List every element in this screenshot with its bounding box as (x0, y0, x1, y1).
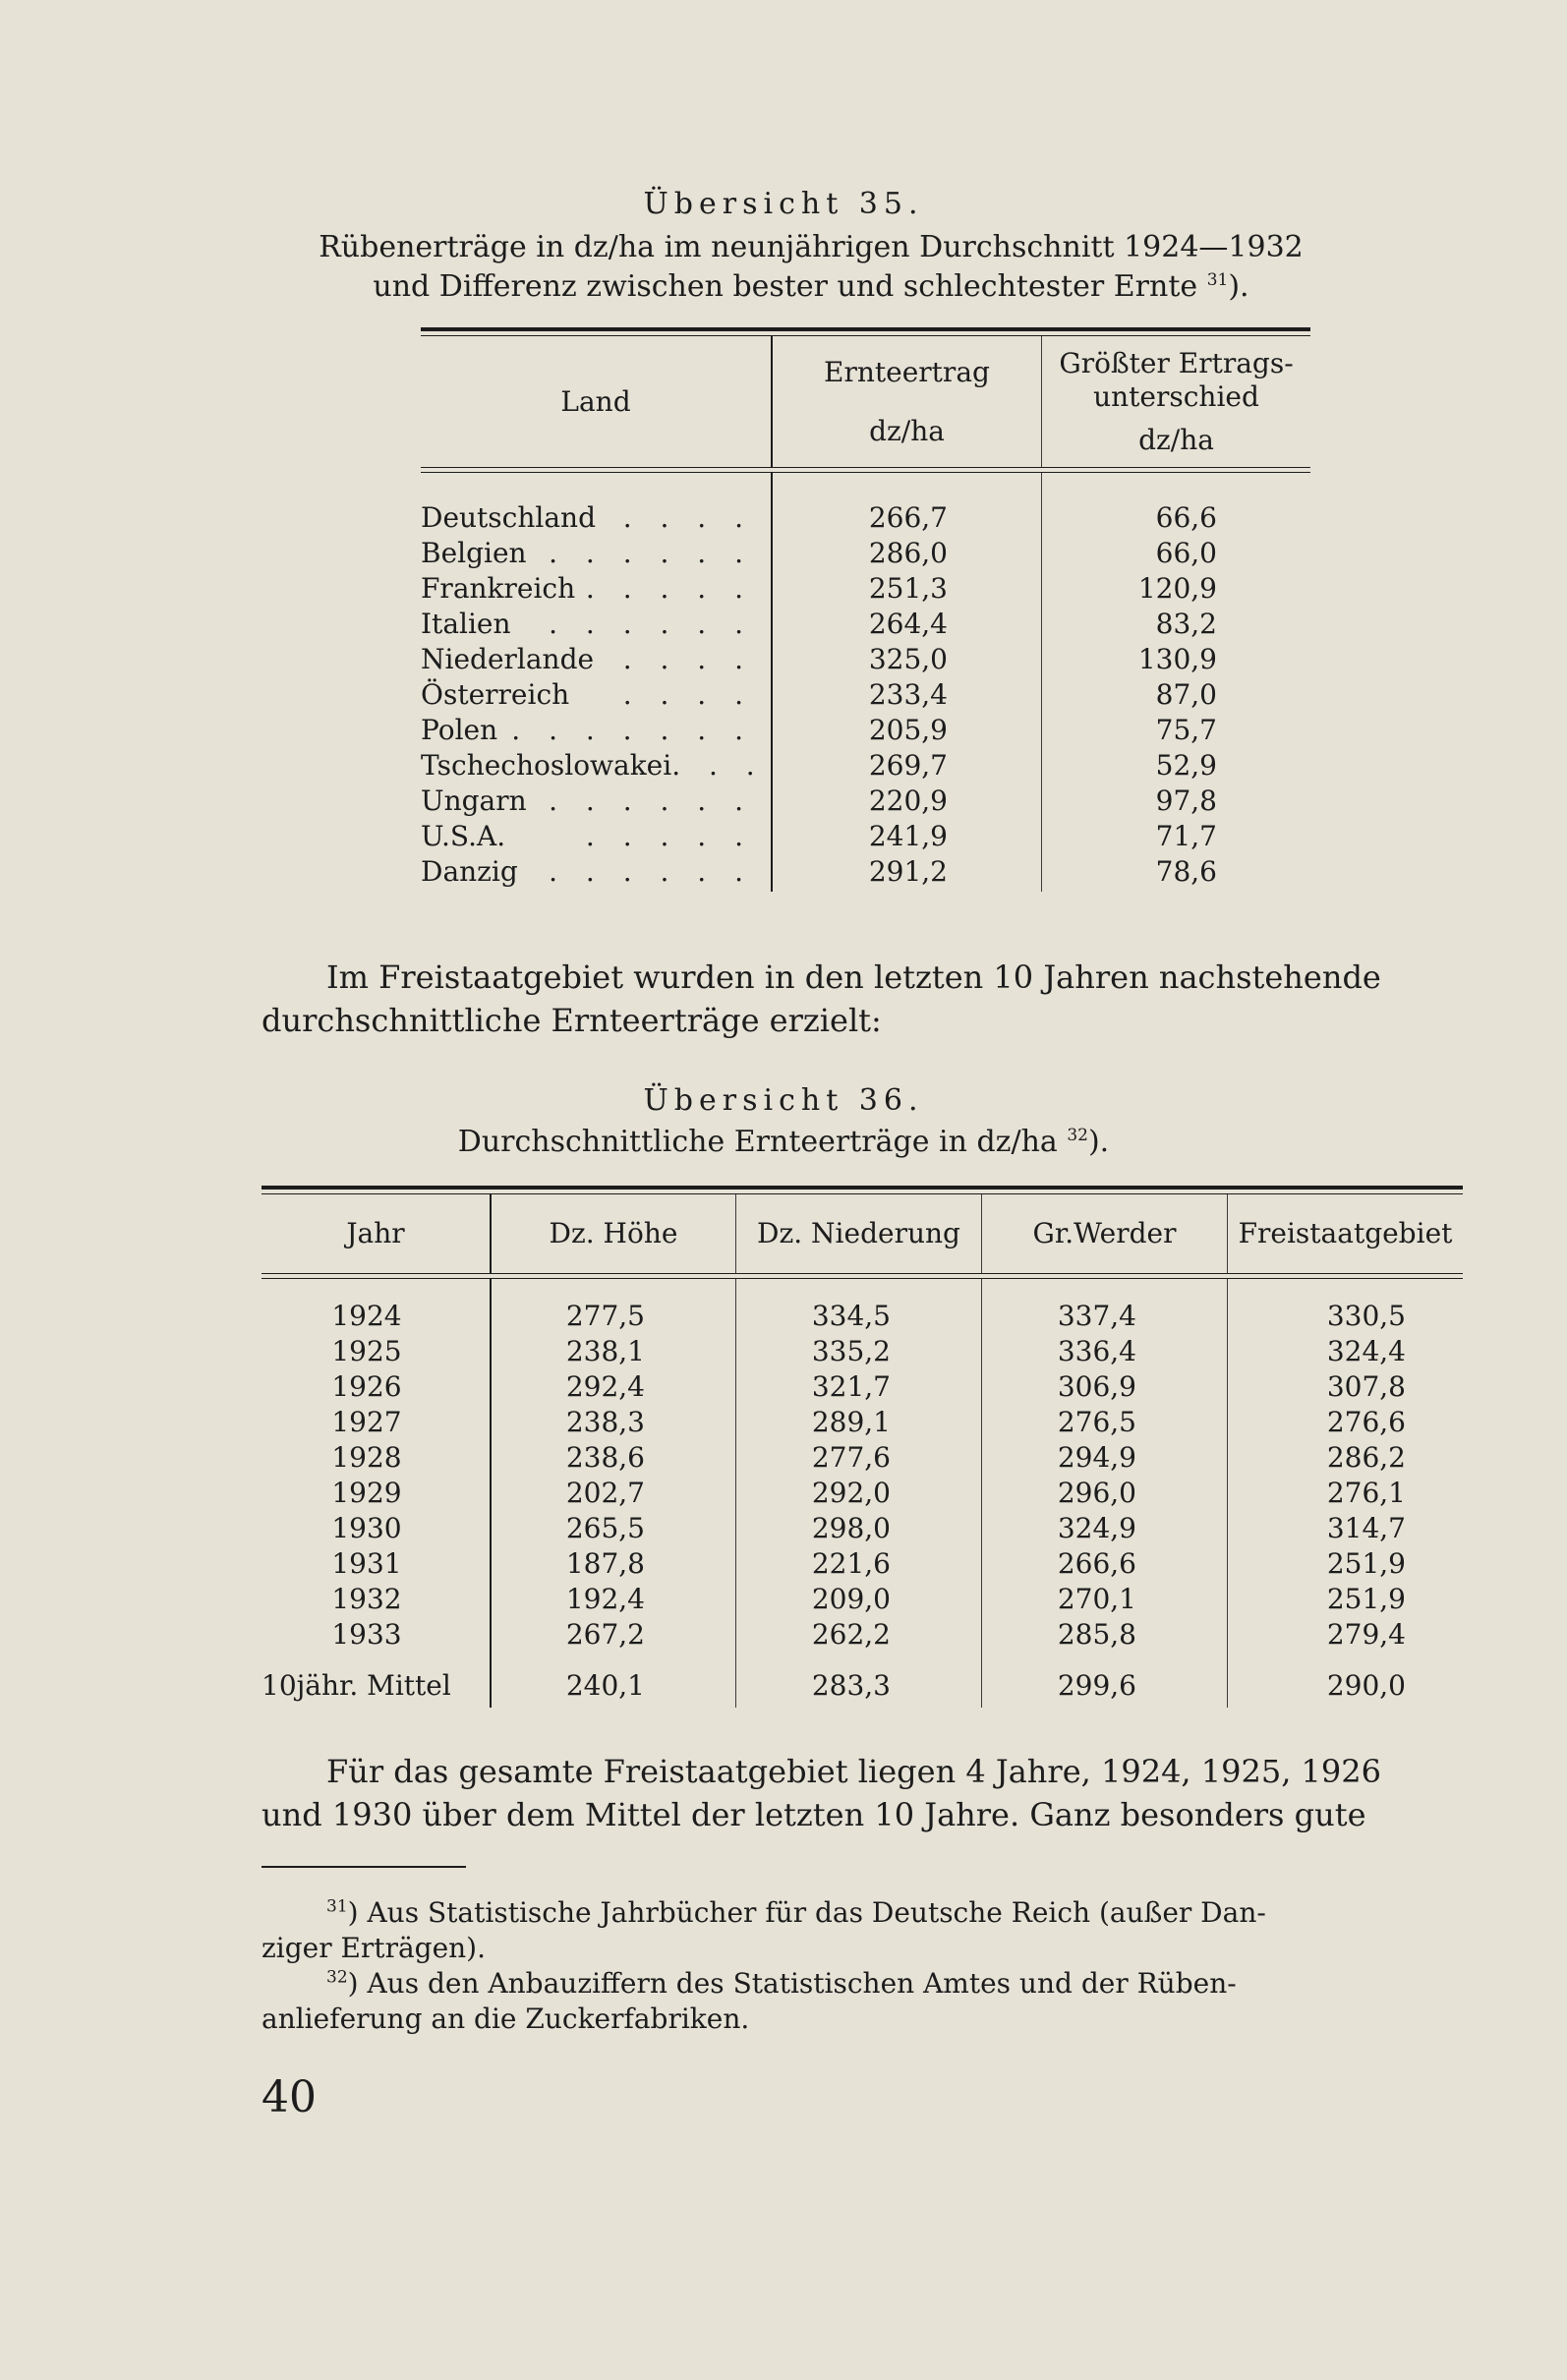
country-name: Frankreich (421, 572, 576, 605)
country-name: Niederlande (421, 643, 595, 675)
cell-unterschied: 52,9 (1155, 749, 1217, 782)
country-name: Belgien (421, 537, 527, 569)
footnote-text: ) Aus den Anbauziffern des Statistischen Amtes und der Rüben- (347, 1967, 1237, 2000)
cell-ernteertrag: 241,9 (868, 820, 948, 852)
table-row-land (421, 819, 771, 854)
paragraph-summary-line2: und 1930 über dem Mittel der letzten 10 Jahre. Ganz besonders gute (261, 1796, 1366, 1833)
paragraph-intro (261, 956, 1463, 1042)
country-name: Polen (421, 714, 498, 746)
country-name: Italien (421, 608, 511, 640)
cell-hoehe: 192,4 (565, 1583, 645, 1615)
cell-niederung: 262,2 (811, 1618, 891, 1651)
cell-mean-hoehe: 240,1 (565, 1669, 645, 1702)
table-top-rule (421, 327, 1310, 331)
cell-freistaat: 330,5 (1326, 1300, 1406, 1332)
table36-subtitle (0, 1125, 1567, 1159)
header-dz-hoehe-label: Dz. Höhe (549, 1217, 678, 1249)
cell-niederung: 334,5 (811, 1300, 891, 1332)
column-ernteertrag (771, 473, 1041, 892)
cell-jahr: 1927 (331, 1406, 402, 1438)
table36-header (261, 1194, 1463, 1273)
header-land-label: Land (560, 384, 631, 418)
header-freistaatgebiet-label: Freistaatgebiet (1238, 1217, 1453, 1249)
cell-niederung: 292,0 (811, 1477, 891, 1509)
cell-hoehe: 238,6 (565, 1441, 645, 1474)
cell-jahr: 1926 (331, 1370, 402, 1403)
table-row-land (421, 536, 771, 571)
header-jahr-label: Jahr (346, 1217, 405, 1249)
table-top-rule (261, 1186, 1463, 1190)
cell-niederung: 277,6 (811, 1441, 891, 1474)
cell-ernteertrag: 266,7 (868, 501, 948, 534)
header-ernteertrag-unit: dz/ha (869, 414, 945, 447)
column-dz-niederung (735, 1279, 981, 1708)
leader-dots: . . . . . (585, 572, 753, 605)
cell-ernteertrag: 291,2 (868, 855, 948, 888)
cell-niederung: 298,0 (811, 1512, 891, 1544)
footnote-31 (261, 1895, 1463, 1931)
table-row-land (421, 748, 771, 784)
cell-werder: 337,4 (1057, 1300, 1136, 1332)
cell-jahr: 1924 (331, 1300, 402, 1332)
cell-ernteertrag: 205,9 (868, 714, 948, 746)
leader-dots: . . . . . (585, 820, 753, 852)
column-freistaatgebiet (1227, 1279, 1463, 1708)
country-name: Tschechoslowakei (421, 749, 672, 782)
page-number: 40 (261, 2072, 317, 2122)
country-name: Danzig (421, 855, 518, 888)
table36-title: Übersicht 36. (643, 1083, 924, 1118)
subtitle-end: ). (1087, 1125, 1110, 1159)
cell-jahr: 1925 (331, 1335, 402, 1367)
cell-jahr: 1929 (331, 1477, 402, 1509)
cell-jahr: 1931 (331, 1547, 402, 1580)
country-name: U.S.A. (421, 820, 506, 852)
cell-mean-werder: 299,6 (1057, 1669, 1136, 1702)
cell-unterschied: 120,9 (1137, 572, 1217, 605)
footnote-text: ) Aus Statistische Jahrbücher für das Deutsche Reich (außer Dan- (347, 1896, 1266, 1929)
cell-unterschied: 130,9 (1137, 643, 1217, 675)
paragraph-summary-line1: Für das gesamte Freistaatgebiet liegen 4 Jahre, 1924, 1925, 1926 (326, 1753, 1381, 1790)
cell-unterschied: 66,6 (1155, 501, 1217, 534)
column-gr-werder (981, 1279, 1227, 1708)
header-rule (261, 1273, 1463, 1274)
cell-jahr: 1930 (331, 1512, 402, 1544)
table-row-land (421, 677, 771, 713)
column-dz-hoehe (490, 1279, 735, 1708)
cell-jahr: 1933 (331, 1618, 402, 1651)
paragraph-intro-line1: Im Freistaatgebiet wurden in den letzten 10 Jahren nachstehende (326, 958, 1381, 996)
header-unterschied-label2: unterschied (1093, 379, 1259, 413)
cell-unterschied: 75,7 (1155, 714, 1217, 746)
cell-niederung: 209,0 (811, 1583, 891, 1615)
cell-werder: 294,9 (1057, 1441, 1136, 1474)
header-dz-niederung-label: Dz. Niederung (757, 1217, 960, 1249)
subtitle-end: ). (1228, 269, 1249, 304)
leader-dots: . . . . . . . (511, 714, 753, 746)
footnote-32 (261, 1966, 1463, 2002)
cell-niederung: 335,2 (811, 1335, 891, 1367)
table35-title: Übersicht 35. (643, 187, 924, 221)
footnote-32-cont: anlieferung an die Zuckerfabriken. (261, 2003, 750, 2035)
column-unterschied (1041, 473, 1310, 892)
table-row-land (421, 784, 771, 819)
cell-ernteertrag: 325,0 (868, 643, 948, 675)
table36-body (261, 1279, 1463, 1708)
table36 (261, 1186, 1463, 1708)
paragraph-intro-line2: durchschnittliche Ernteerträge erzielt: (261, 1002, 882, 1039)
column-jahr (261, 1279, 490, 1708)
header-dz-hoehe (490, 1194, 735, 1273)
cell-hoehe: 238,1 (565, 1335, 645, 1367)
cell-mean-jahr: 10jähr. Mittel (261, 1669, 451, 1702)
table35-subtitle (246, 228, 1376, 307)
subtitle-text: Durchschnittliche Ernteerträge in dz/ha (457, 1125, 1058, 1159)
footnote-mark: 31 (326, 1896, 348, 1917)
cell-werder: 285,8 (1057, 1618, 1136, 1651)
header-ernteertrag (771, 336, 1041, 467)
header-gr-werder-label: Gr.Werder (1032, 1217, 1177, 1249)
cell-hoehe: 292,4 (565, 1370, 645, 1403)
cell-hoehe: 187,8 (565, 1547, 645, 1580)
cell-ernteertrag: 269,7 (868, 749, 948, 782)
cell-unterschied: 78,6 (1155, 855, 1217, 888)
cell-werder: 276,5 (1057, 1406, 1136, 1438)
leader-dots: . . . (671, 749, 765, 782)
cell-niederung: 221,6 (811, 1547, 891, 1580)
country-name: Österreich (421, 678, 570, 711)
table35-body (421, 473, 1310, 892)
cell-ernteertrag: 251,3 (868, 572, 948, 605)
cell-unterschied: 87,0 (1155, 678, 1217, 711)
footnotes (261, 1895, 1463, 2037)
cell-mean-niederung: 283,3 (811, 1669, 891, 1702)
cell-ernteertrag: 286,0 (868, 537, 948, 569)
cell-freistaat: 307,8 (1326, 1370, 1406, 1403)
leader-dots: . . . . . . (549, 855, 753, 888)
cell-freistaat: 276,1 (1326, 1477, 1406, 1509)
table35-header (421, 336, 1310, 467)
cell-unterschied: 83,2 (1155, 608, 1217, 640)
leader-dots: . . . . . . (549, 608, 753, 640)
leader-dots: . . . . (622, 643, 753, 675)
footnote-ref-32[interactable]: 32 (1067, 1126, 1088, 1145)
table35 (421, 327, 1310, 892)
cell-freistaat: 286,2 (1326, 1441, 1406, 1474)
header-freistaatgebiet (1227, 1194, 1463, 1273)
cell-freistaat: 276,6 (1326, 1406, 1406, 1438)
cell-hoehe: 202,7 (565, 1477, 645, 1509)
header-rule (421, 467, 1310, 468)
footnote-separator (261, 1866, 466, 1868)
table-row-land (421, 854, 771, 890)
cell-jahr: 1932 (331, 1583, 402, 1615)
cell-ernteertrag: 220,9 (868, 784, 948, 817)
cell-werder: 336,4 (1057, 1335, 1136, 1367)
footnote-31-cont: ziger Erträgen). (261, 1932, 486, 1964)
cell-hoehe: 277,5 (565, 1300, 645, 1332)
cell-mean-freistaat: 290,0 (1326, 1669, 1406, 1702)
table-row-land (421, 571, 771, 607)
subtitle-text: und Differenz zwischen bester und schlechtester Ernte (373, 269, 1198, 304)
cell-hoehe: 265,5 (565, 1512, 645, 1544)
country-name: Ungarn (421, 784, 527, 817)
cell-werder: 306,9 (1057, 1370, 1136, 1403)
leader-dots: . . . . . . (549, 784, 753, 817)
table35-subtitle-line1: Rübenerträge in dz/ha im neunjährigen Durchschnitt 1924—1932 (319, 230, 1304, 264)
leader-dots: . . . . . . (549, 537, 753, 569)
header-land (421, 336, 771, 467)
header-unterschied-label1: Größter Ertrags- (1059, 346, 1294, 379)
cell-hoehe: 238,3 (565, 1406, 645, 1438)
header-ernteertrag-label: Ernteertrag (824, 355, 990, 388)
cell-unterschied: 66,0 (1155, 537, 1217, 569)
cell-hoehe: 267,2 (565, 1618, 645, 1651)
cell-freistaat: 279,4 (1326, 1618, 1406, 1651)
leader-dots: . . . . (622, 501, 753, 534)
cell-freistaat: 314,7 (1326, 1512, 1406, 1544)
cell-unterschied: 97,8 (1155, 784, 1217, 817)
header-dz-niederung (735, 1194, 981, 1273)
header-jahr (261, 1194, 490, 1273)
cell-niederung: 289,1 (811, 1406, 891, 1438)
header-unterschied (1041, 336, 1310, 467)
footnote-ref-31[interactable]: 31 (1206, 270, 1229, 290)
footnote-mark: 32 (326, 1967, 348, 1988)
cell-ernteertrag: 233,4 (868, 678, 948, 711)
cell-freistaat: 324,4 (1326, 1335, 1406, 1367)
table-row-land (421, 642, 771, 677)
cell-werder: 270,1 (1057, 1583, 1136, 1615)
header-gr-werder (981, 1194, 1227, 1273)
paragraph-summary (261, 1750, 1463, 1836)
cell-freistaat: 251,9 (1326, 1547, 1406, 1580)
cell-werder: 266,6 (1057, 1547, 1136, 1580)
cell-unterschied: 71,7 (1155, 820, 1217, 852)
table-row-land (421, 713, 771, 748)
table35-subtitle-line2 (246, 267, 1376, 307)
cell-jahr: 1928 (331, 1441, 402, 1474)
leader-dots: . . . . (622, 678, 753, 711)
cell-werder: 296,0 (1057, 1477, 1136, 1509)
cell-freistaat: 251,9 (1326, 1583, 1406, 1615)
cell-niederung: 321,7 (811, 1370, 891, 1403)
country-name: Deutschland (421, 501, 596, 534)
table-row-land (421, 500, 771, 536)
cell-werder: 324,9 (1057, 1512, 1136, 1544)
header-unterschied-unit: dz/ha (1138, 423, 1214, 456)
column-land (421, 473, 771, 892)
table-row-land (421, 607, 771, 642)
cell-ernteertrag: 264,4 (868, 608, 948, 640)
